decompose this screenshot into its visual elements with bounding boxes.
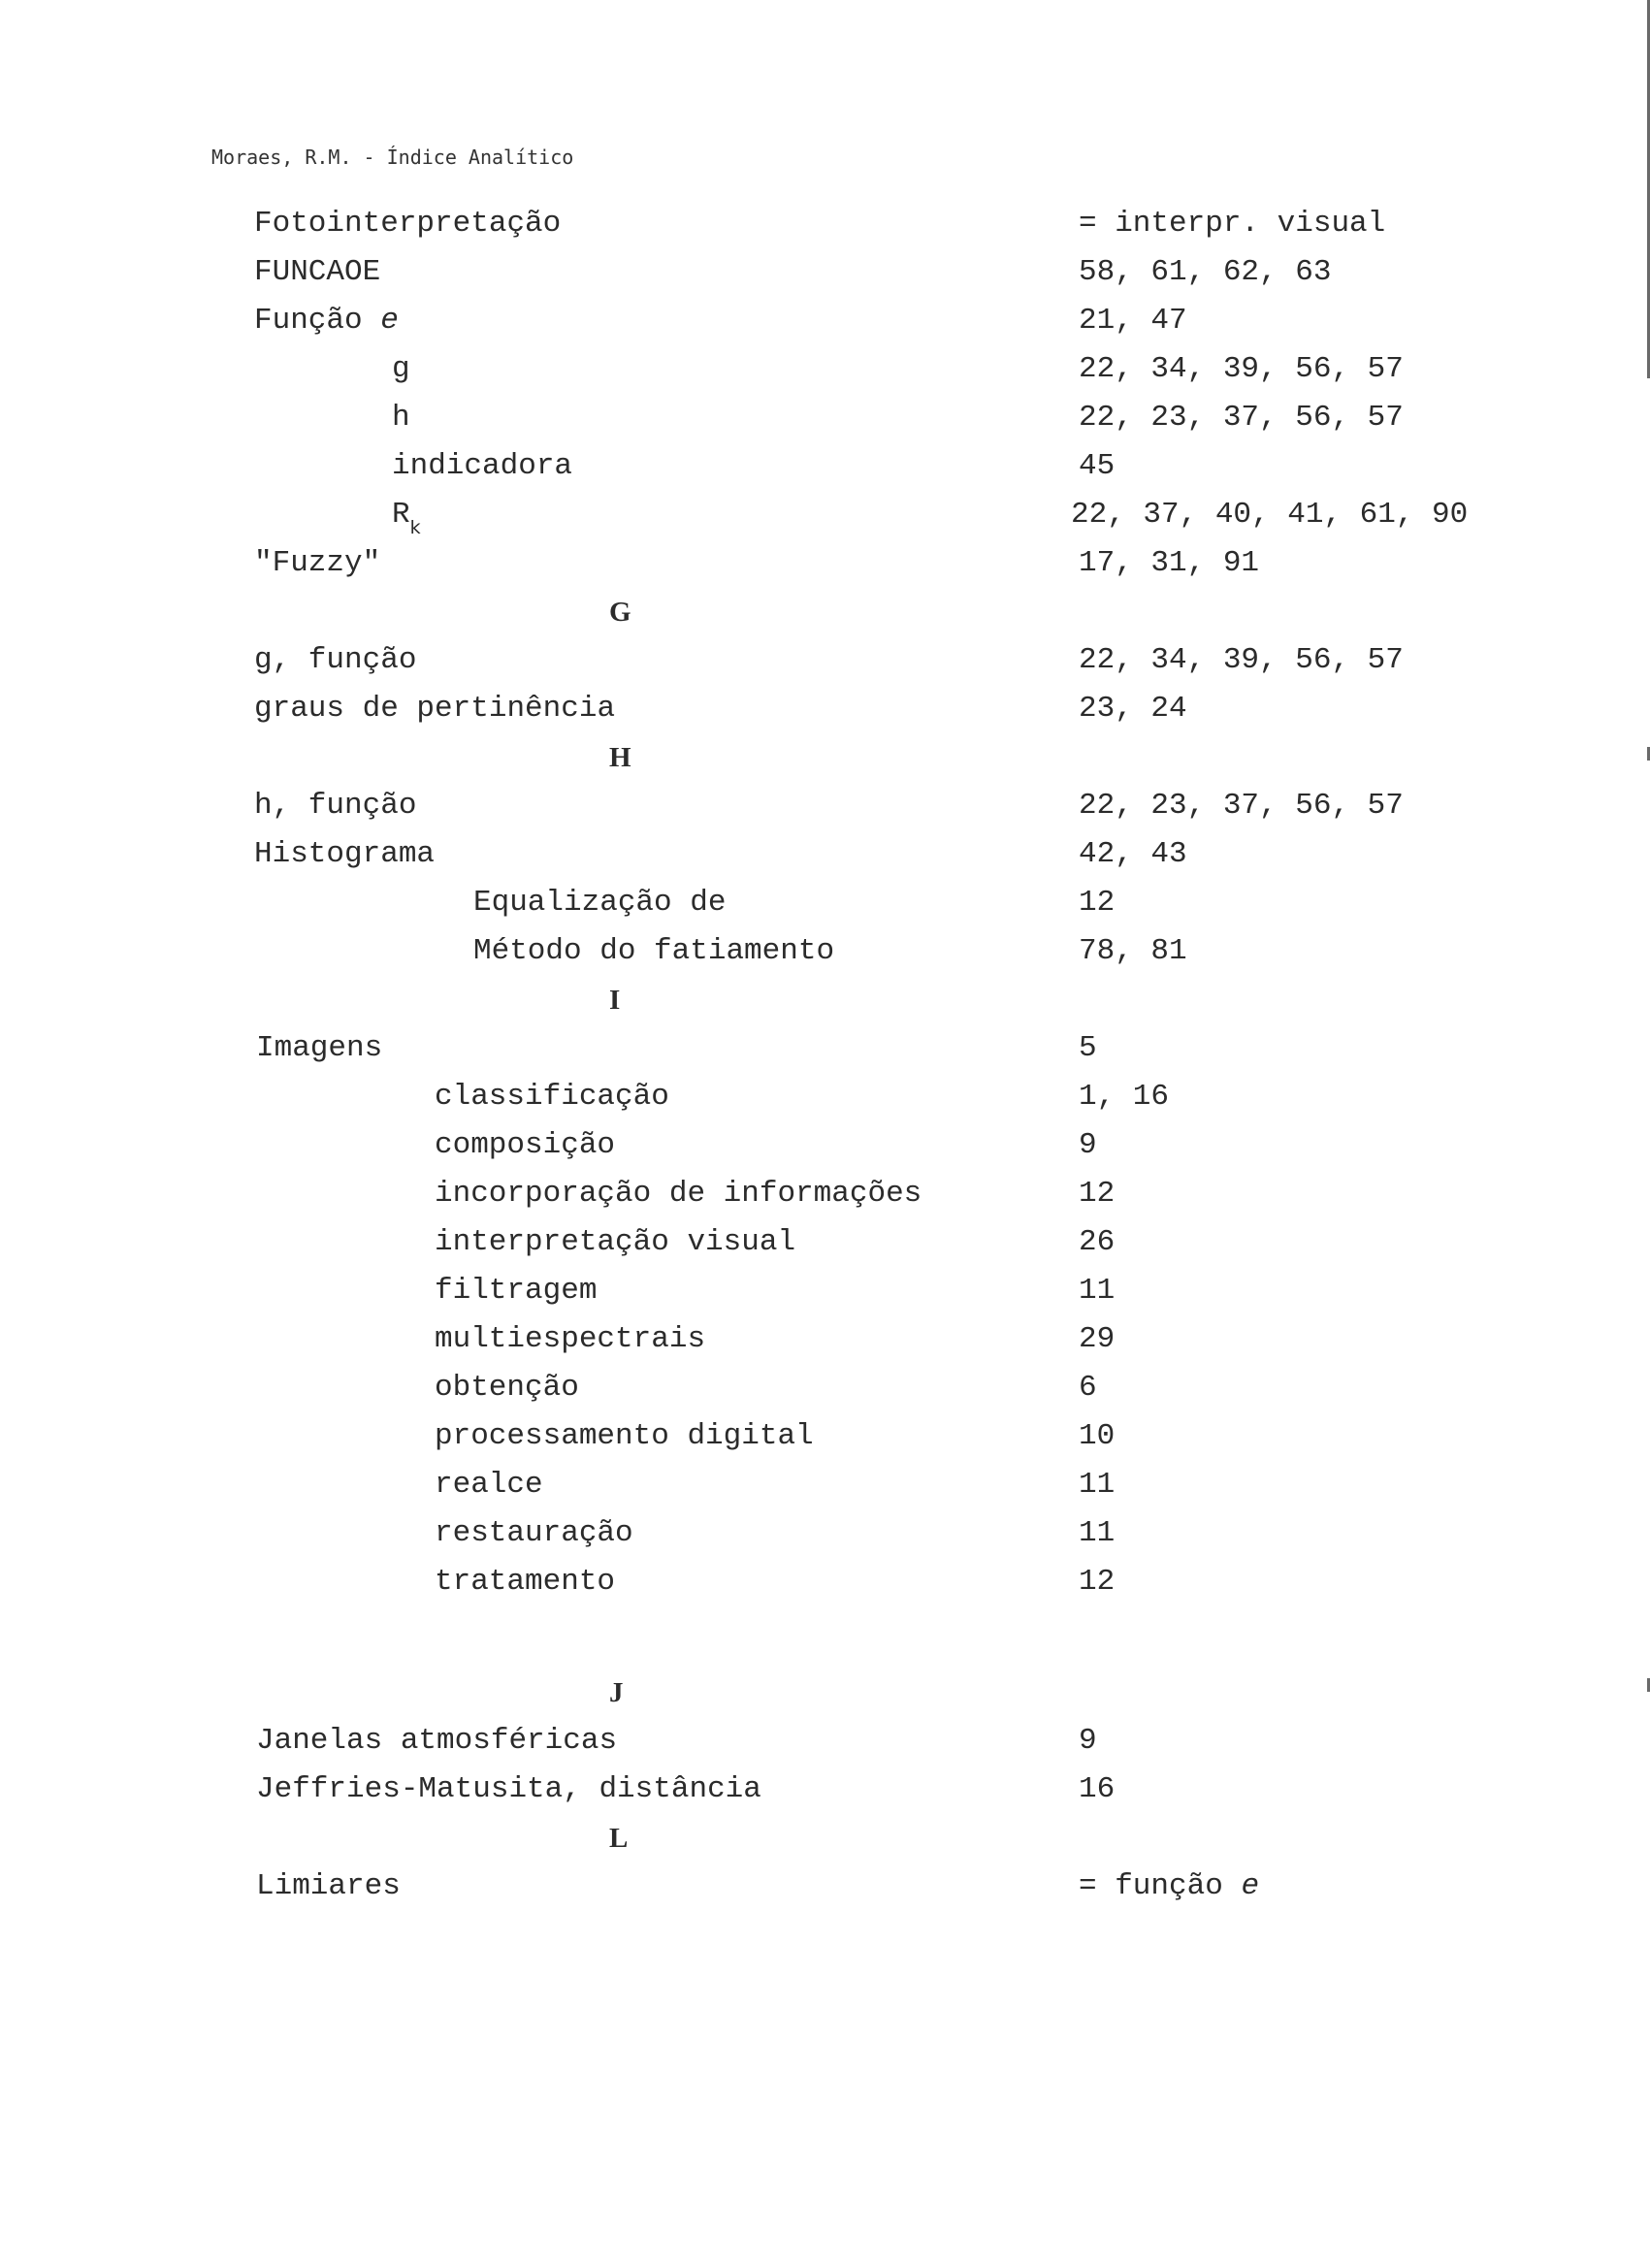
entry-refs: 26	[1079, 1225, 1116, 1259]
index-subentry	[0, 1558, 1650, 1620]
subentry-term: Equalização de	[473, 886, 727, 920]
entry-refs: = interpr. visual	[1079, 207, 1386, 241]
entry-refs: 6	[1079, 1371, 1097, 1405]
index-entry	[0, 830, 1650, 879]
entry-refs: 16	[1079, 1772, 1116, 1806]
index-entry	[0, 1024, 1650, 1073]
entry-refs: 23, 24	[1079, 692, 1187, 726]
entry-refs: 1, 16	[1079, 1080, 1170, 1114]
index-entry	[0, 248, 1650, 297]
index-subentry	[0, 1073, 1650, 1121]
subentry-term: filtragem	[435, 1274, 598, 1308]
section-letter: J	[609, 1677, 624, 1708]
entry-refs	[1079, 1863, 1259, 1911]
entry-refs: 11	[1079, 1468, 1116, 1502]
entry-refs: 29	[1079, 1322, 1116, 1356]
entry-term: graus de pertinência	[254, 692, 616, 726]
index-subentry	[0, 1170, 1650, 1218]
index-subentry	[0, 1267, 1650, 1315]
entry-refs: 22, 37, 40, 41, 61, 90	[1071, 498, 1469, 532]
entry-refs: 10	[1079, 1419, 1116, 1453]
entry-refs: 22, 34, 39, 56, 57	[1079, 352, 1404, 386]
section-letter-row	[0, 1814, 1650, 1863]
subentry-term: tratamento	[435, 1565, 616, 1599]
index-entry	[0, 685, 1650, 733]
entry-term-word: Função	[254, 304, 363, 338]
subentry-term-symbol: R	[392, 498, 410, 532]
section-letter: H	[609, 742, 631, 773]
index-entry	[0, 1863, 1650, 1911]
index-entry	[0, 200, 1650, 248]
index-subentry	[0, 394, 1650, 442]
index-entry	[0, 297, 1650, 345]
subentry-term	[392, 491, 421, 540]
section-letter-row	[0, 1669, 1650, 1717]
entry-term: Jeffries-Matusita, distância	[256, 1772, 761, 1806]
entry-term: g, função	[254, 643, 417, 677]
entry-refs: 22, 23, 37, 56, 57	[1079, 789, 1404, 823]
entry-term: Janelas atmosféricas	[256, 1724, 618, 1758]
subscript: k	[409, 517, 421, 538]
entry-refs-text: = função	[1079, 1869, 1223, 1903]
entry-refs: 22, 23, 37, 56, 57	[1079, 401, 1404, 435]
subentry-term: composição	[435, 1128, 616, 1162]
section-letter: I	[609, 985, 621, 1016]
index-subentry	[0, 879, 1650, 927]
index-subentry	[0, 1461, 1650, 1509]
index-entry	[0, 1717, 1650, 1766]
entry-refs: 17, 31, 91	[1079, 546, 1260, 580]
subentry-term: restauração	[435, 1516, 633, 1550]
subentry-term: indicadora	[392, 449, 573, 483]
subentry-term: classificação	[435, 1080, 669, 1114]
entry-refs: 9	[1079, 1724, 1097, 1758]
entry-refs: 5	[1079, 1031, 1097, 1065]
entry-refs: 45	[1079, 449, 1116, 483]
entry-refs: 12	[1079, 1177, 1116, 1211]
index-subentry	[0, 442, 1650, 491]
entry-refs: 9	[1079, 1128, 1097, 1162]
subentry-term: Método do fatiamento	[473, 934, 835, 968]
entry-term-variable: e	[380, 304, 399, 338]
entry-refs: 22, 34, 39, 56, 57	[1079, 643, 1404, 677]
entry-refs: 11	[1079, 1516, 1116, 1550]
index-entry	[0, 782, 1650, 830]
entry-term: Histograma	[254, 837, 436, 871]
entry-term: "Fuzzy"	[254, 546, 381, 580]
entry-refs: 12	[1079, 1565, 1116, 1599]
entry-refs: 58, 61, 62, 63	[1079, 255, 1332, 289]
index-subentry	[0, 927, 1650, 976]
index-subentry	[0, 1218, 1650, 1267]
section-letter-row	[0, 733, 1650, 782]
entry-term: Imagens	[256, 1031, 383, 1065]
entry-refs: 11	[1079, 1274, 1116, 1308]
index-subentry	[0, 1364, 1650, 1412]
subentry-term: multiespectrais	[435, 1322, 706, 1356]
entry-term: Limiares	[256, 1869, 401, 1903]
section-letter-row	[0, 976, 1650, 1024]
entry-term: FUNCAOE	[254, 255, 381, 289]
entry-refs: 78, 81	[1079, 934, 1187, 968]
entry-refs: 21, 47	[1079, 304, 1187, 338]
subentry-term: interpretação visual	[435, 1225, 796, 1259]
index-subentry	[0, 345, 1650, 394]
index-entries	[0, 200, 1650, 1911]
running-header: Moraes, R.M. - Índice Analítico	[211, 146, 574, 169]
index-entry	[0, 636, 1650, 685]
index-subentry	[0, 491, 1650, 539]
subentry-term: g	[392, 352, 410, 386]
subentry-term: incorporação de informações	[435, 1177, 922, 1211]
section-letter: L	[609, 1823, 629, 1854]
entry-term: Fotointerpretação	[254, 207, 562, 241]
subentry-term: obtenção	[435, 1371, 579, 1405]
index-subentry	[0, 1315, 1650, 1364]
index-subentry	[0, 1412, 1650, 1461]
entry-refs: 12	[1079, 886, 1116, 920]
entry-term	[254, 297, 399, 345]
section-letter-row	[0, 588, 1650, 636]
index-entry	[0, 539, 1650, 588]
subentry-term: h	[392, 401, 410, 435]
index-subentry	[0, 1121, 1650, 1170]
index-subentry	[0, 1509, 1650, 1558]
subentry-term: realce	[435, 1468, 543, 1502]
entry-refs: 42, 43	[1079, 837, 1187, 871]
index-entry	[0, 1766, 1650, 1814]
entry-term: h, função	[254, 789, 417, 823]
section-letter: G	[609, 597, 631, 628]
subentry-term: processamento digital	[435, 1419, 814, 1453]
entry-refs-variable: e	[1241, 1869, 1260, 1903]
